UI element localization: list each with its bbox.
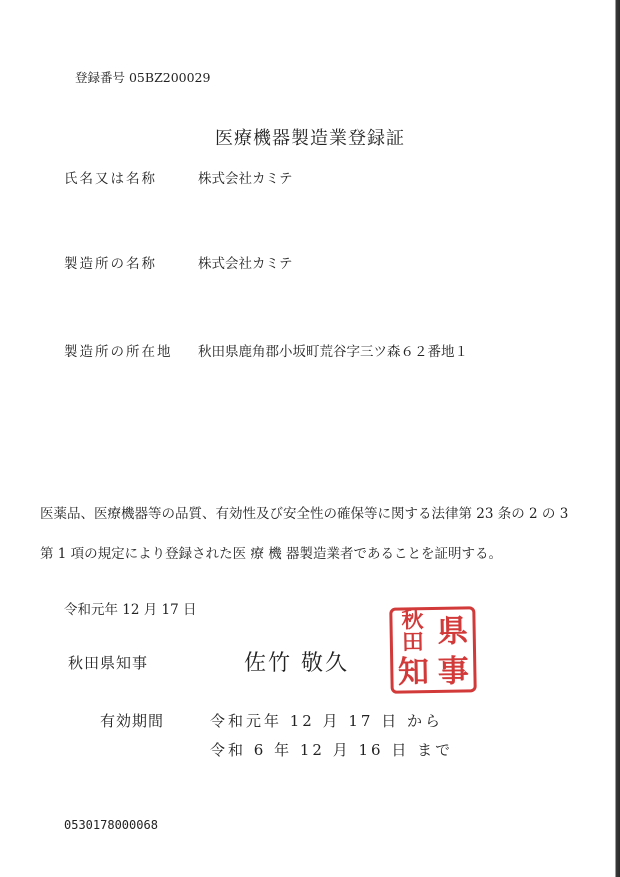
address-label: 製造所の所在地 (64, 344, 173, 360)
registration-number: 登録番号 05BZ200029 (75, 70, 211, 85)
issuer-title: 秋田県知事 (68, 654, 149, 672)
site-name-value: 株式会社カミテ (198, 256, 293, 272)
document-title: 医療機器製造業登録証 (215, 128, 405, 149)
issue-date: 令和元年 12 月 17 日 (64, 602, 197, 618)
certification-line-2: 第 1 項の規定により登録された医 療 機 器製造業者であることを証明する。 (40, 546, 503, 562)
official-seal (389, 606, 476, 693)
site-name-label: 製造所の名称 (64, 256, 157, 272)
address-value: 秋田県鹿角郡小坂町荒谷字三ツ森６２番地１ (198, 344, 468, 360)
validity-start: 令和元年 12 月 17 日 から (210, 712, 444, 730)
seal-char: 県 (436, 612, 469, 650)
validity-label: 有効期間 (100, 712, 165, 730)
name-value: 株式会社カミテ (198, 171, 293, 187)
seal-char: 事 (437, 652, 470, 690)
validity-end: 令和 6 年 12 月 16 日 まで (210, 741, 454, 759)
name-label: 氏名又は名称 (64, 171, 157, 187)
certification-line-1: 医薬品、医療機器等の品質、有効性及び安全性の確保等に関する法律第 23 条の 2 の 3 (40, 506, 569, 522)
issuer-name: 佐竹 敬久 (244, 651, 349, 676)
footer-code: 0530178000068 (64, 818, 158, 832)
seal-char: 秋田 (401, 608, 425, 656)
seal-char: 知 (397, 653, 430, 691)
